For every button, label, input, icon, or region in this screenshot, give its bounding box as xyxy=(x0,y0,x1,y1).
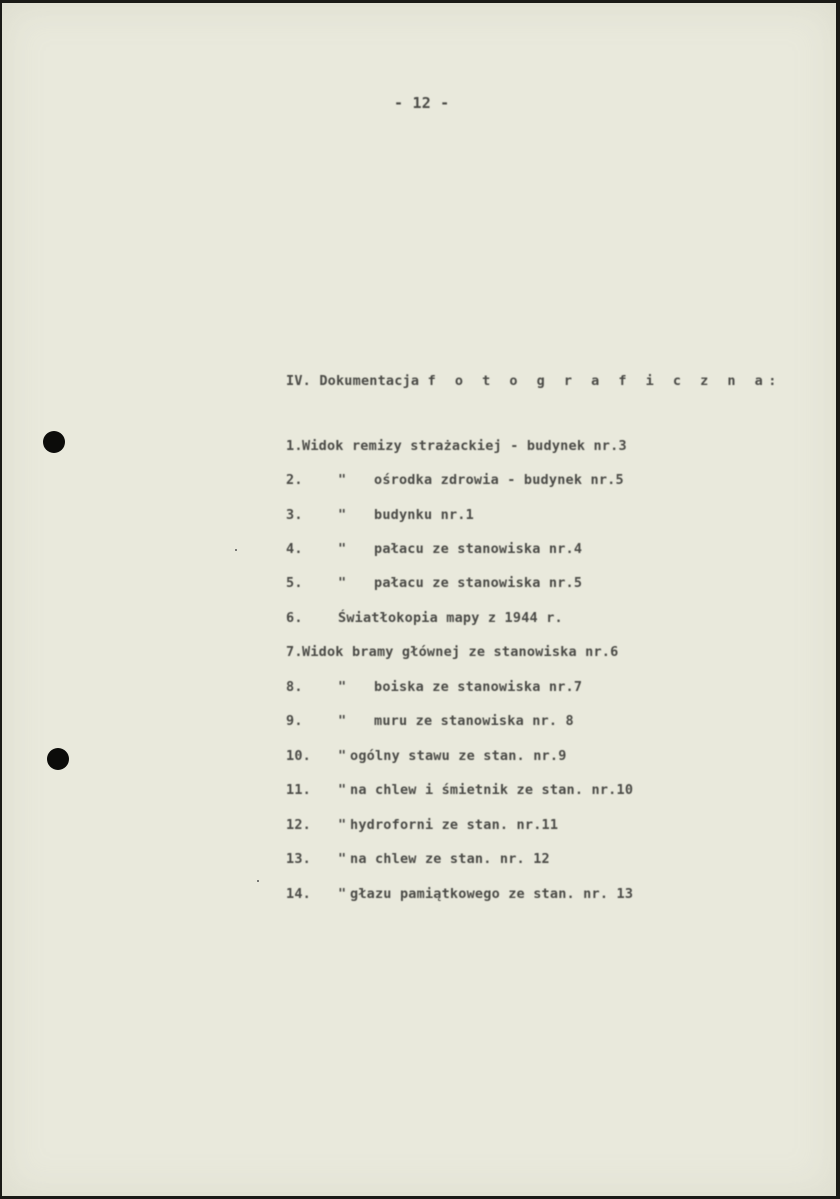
ditto-mark: " xyxy=(338,575,347,591)
item-text: boiska ze stanowiska nr.7 xyxy=(374,679,583,695)
item-number: 13. xyxy=(286,851,311,867)
item-text: ośrodka zdrowia - budynek nr.5 xyxy=(374,472,624,488)
section-heading xyxy=(286,373,782,389)
item-text: Widok bramy głównej ze stanowiska nr.6 xyxy=(302,644,619,660)
item-text: głazu pamiątkowego ze stan. nr. 13 xyxy=(350,886,634,902)
ditto-mark: " xyxy=(338,886,347,902)
ditto-mark: " xyxy=(338,541,347,557)
item-number: 5. xyxy=(286,575,303,591)
item-text: Widok remizy strażackiej - budynek nr.3 xyxy=(302,438,627,454)
item-number: 1. xyxy=(286,438,303,454)
ditto-mark: " xyxy=(338,713,347,729)
ditto-mark: " xyxy=(338,748,347,764)
item-number: 14. xyxy=(286,886,311,902)
item-text: muru ze stanowiska nr. 8 xyxy=(374,713,574,729)
page-number: - 12 - xyxy=(394,94,450,112)
item-number: 4. xyxy=(286,541,303,557)
item-number: 3. xyxy=(286,507,303,523)
item-number: 11. xyxy=(286,782,311,798)
ditto-mark: " xyxy=(338,851,347,867)
item-text: Światłokopia mapy z 1944 r. xyxy=(338,610,563,626)
ditto-mark: " xyxy=(338,472,347,488)
ditto-mark: " xyxy=(338,782,347,798)
item-text: hydroforni ze stan. nr.11 xyxy=(350,817,559,833)
item-number: 7. xyxy=(286,644,303,660)
punch-hole-bottom xyxy=(47,748,69,770)
item-text: pałacu ze stanowiska nr.4 xyxy=(374,541,583,557)
item-text: na chlew ze stan. nr. 12 xyxy=(350,851,550,867)
item-number: 8. xyxy=(286,679,303,695)
ditto-mark: " xyxy=(338,679,347,695)
item-number: 6. xyxy=(286,610,303,626)
item-text: na chlew i śmietnik ze stan. nr.10 xyxy=(350,782,634,798)
speck xyxy=(257,880,259,882)
ditto-mark: " xyxy=(338,507,347,523)
section-title-word: Dokumentacja xyxy=(319,373,420,389)
speck xyxy=(235,549,237,551)
section-title-spaced: f o t o g r a f i c z n a: xyxy=(427,373,782,389)
section-numeral: IV. xyxy=(286,373,311,389)
item-text: pałacu ze stanowiska nr.5 xyxy=(374,575,583,591)
document-page xyxy=(2,3,836,1196)
item-text: budynku nr.1 xyxy=(374,507,474,523)
item-number: 9. xyxy=(286,713,303,729)
item-number: 2. xyxy=(286,472,303,488)
punch-hole-top xyxy=(43,431,65,453)
item-number: 10. xyxy=(286,748,311,764)
item-text: ogólny stawu ze stan. nr.9 xyxy=(350,748,567,764)
item-number: 12. xyxy=(286,817,311,833)
ditto-mark: " xyxy=(338,817,347,833)
